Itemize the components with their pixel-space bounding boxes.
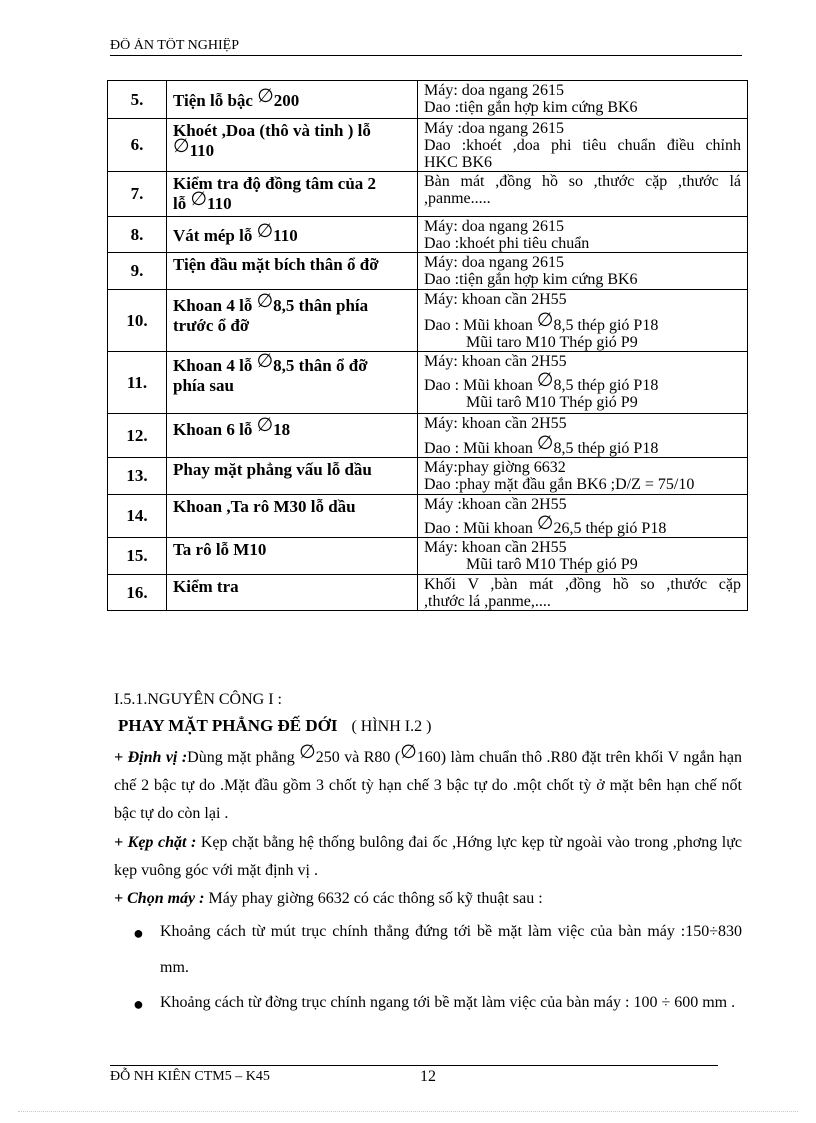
table-row [108, 81, 748, 119]
row-tool: Máy: doa ngang 2615 Dao :tiện gắn hợp kim cứng BK6 [418, 81, 748, 119]
row-step: Ta rô lỗ M10 [167, 538, 418, 575]
table-row [108, 575, 748, 611]
diameter-icon: ∅ [256, 351, 274, 372]
page-number: 12 [420, 1068, 436, 1085]
row-number: 10. [108, 290, 167, 352]
row-step: Tiện lỗ bậc ∅200 [167, 81, 418, 119]
operations-table [107, 80, 748, 611]
row-number: 9. [108, 253, 167, 290]
row-number: 6. [108, 119, 167, 172]
diameter-icon: ∅ [536, 513, 554, 534]
row-tool: Máy: doa ngang 2615 Dao :tiện gắn hợp kim cứng BK6 [418, 253, 748, 290]
diameter-icon: ∅ [536, 370, 554, 391]
dinh-vi-label: + Định vị : [114, 749, 188, 766]
row-tool: Máy :doa ngang 2615 Dao :khoét ,doa phi tiêu chuẩn điều chỉnh HKC BK6 [418, 119, 748, 172]
bullet-icon: ● [133, 923, 144, 943]
page-header [110, 38, 742, 56]
row-number: 15. [108, 538, 167, 575]
page-bottom-rule [18, 1111, 798, 1112]
diameter-icon: ∅ [256, 291, 274, 312]
row-number: 16. [108, 575, 167, 611]
row-number: 13. [108, 458, 167, 495]
table-row [108, 414, 748, 458]
row-tool: Khối V ,bàn mát ,đồng hồ so ,thước cặp ,thước lá ,panme,.... [418, 575, 748, 611]
row-tool: Máy :khoan cần 2H55 Dao : Mũi khoan ∅26,5 thép gió P18 [418, 495, 748, 538]
row-step: Phay mặt phẳng vấu lỗ dầu [167, 458, 418, 495]
row-number: 8. [108, 217, 167, 253]
chon-may-label: + Chọn máy : [114, 890, 205, 907]
diameter-icon: ∅ [256, 415, 274, 436]
dinh-vi-paragraph: + Định vị :Dùng mặt phẳng ∅250 và R80 (∅160) làm chuẩn thô .R80 đặt trên khối V ngắn hạn chế 2 bậc tự do .Mặt đầu gồm 3 chốt tỳ hạn chế 3 bậc tự do .một chốt tỳ ở mặt bên hạn chế nốt bậc tự do còn lại . [114, 742, 742, 822]
section-subtitle: PHAY MẶT PHẲNG ĐẾ DỚI ( HÌNH I.2 ) [118, 716, 432, 735]
table-row [108, 352, 748, 414]
row-number: 11. [108, 352, 167, 414]
section-title: I.5.1.NGUYÊN CÔNG I : [114, 691, 282, 708]
list-item: Khoảng cách từ đờng trục chính ngang tới bề mặt làm việc của bàn máy : 100 ÷ 600 mm . [160, 994, 736, 1011]
table-row [108, 458, 748, 495]
row-tool: Máy: khoan cần 2H55 Mũi tarô M10 Thép gió P9 [418, 538, 748, 575]
row-step: Tiện đầu mặt bích thân ổ đỡ [167, 253, 418, 290]
footer-author: ĐỖ NH KIÊN CTM5 – K45 [110, 1069, 270, 1084]
row-step: Khoan ,Ta rô M30 lỗ dầu [167, 495, 418, 538]
bullet-icon: ● [133, 994, 144, 1014]
kep-chat-paragraph: + Kẹp chặt : Kẹp chặt bằng hệ thống bulông đai ốc ,Hớng lực kẹp từ ngoài vào trong ,phơng lực kẹp vuông góc với mặt định vị . [114, 834, 742, 879]
diameter-icon: ∅ [536, 310, 554, 331]
table-row [108, 217, 748, 253]
table-row [108, 538, 748, 575]
chon-may-paragraph: + Chọn máy : Máy phay giờng 6632 có các thông số kỹ thuật sau : [114, 890, 543, 907]
row-tool: Máy: khoan cần 2H55 Dao : Mũi khoan ∅8,5 thép gió P18 Mũi tarô M10 Thép gió P9 [418, 352, 748, 414]
row-step: Khoan 4 lỗ ∅8,5 thân phía trước ổ đỡ [167, 290, 418, 352]
table-row [108, 495, 748, 538]
header-title: ĐỒ ÁN TỐT NGHIỆP [110, 38, 239, 53]
row-step: Kiểm tra độ đồng tâm của 2 lỗ ∅110 [167, 172, 418, 217]
table-row [108, 172, 748, 217]
row-step: Vát mép lỗ ∅110 [167, 217, 418, 253]
row-number: 14. [108, 495, 167, 538]
row-tool: Máy: khoan cần 2H55 Dao : Mũi khoan ∅8,5 thép gió P18 Mũi taro M10 Thép gió P9 [418, 290, 748, 352]
row-tool: Máy: doa ngang 2615 Dao :khoét phi tiêu chuẩn [418, 217, 748, 253]
row-number: 5. [108, 81, 167, 119]
diameter-icon: ∅ [190, 189, 208, 210]
table-row [108, 290, 748, 352]
diameter-icon: ∅ [299, 742, 316, 763]
diameter-icon: ∅ [173, 136, 190, 157]
figure-reference: ( HÌNH I.2 ) [351, 718, 432, 735]
table-row [108, 253, 748, 290]
row-tool: Máy: khoan cần 2H55 Dao : Mũi khoan ∅8,5 thép gió P18 [418, 414, 748, 458]
list-item: Khoảng cách từ mút trục chính thẳng đứng tới bề mặt làm việc của bàn máy :150÷830 mm. [160, 923, 742, 976]
kep-chat-label: + Kẹp chặt : [114, 834, 197, 851]
diameter-icon: ∅ [257, 85, 274, 107]
row-step: Khoan 4 lỗ ∅8,5 thân ổ đỡ phía sau [167, 352, 418, 414]
diameter-icon: ∅ [256, 220, 274, 242]
row-number: 12. [108, 414, 167, 458]
footer-divider [110, 1065, 718, 1066]
row-number: 7. [108, 172, 167, 217]
row-step: Kiểm tra [167, 575, 418, 611]
diameter-icon: ∅ [536, 433, 554, 454]
row-step: Khoét ,Doa (thô và tinh ) lỗ ∅110 [167, 119, 418, 172]
row-step: Khoan 6 lỗ ∅18 [167, 414, 418, 458]
row-tool: Bàn mát ,đồng hồ so ,thước cặp ,thước lá ,panme..... [418, 172, 748, 217]
table-row [108, 119, 748, 172]
diameter-icon: ∅ [400, 742, 417, 763]
row-tool: Máy:phay giờng 6632 Dao :phay mặt đầu gắn BK6 ;D/Z = 75/10 [418, 458, 748, 495]
